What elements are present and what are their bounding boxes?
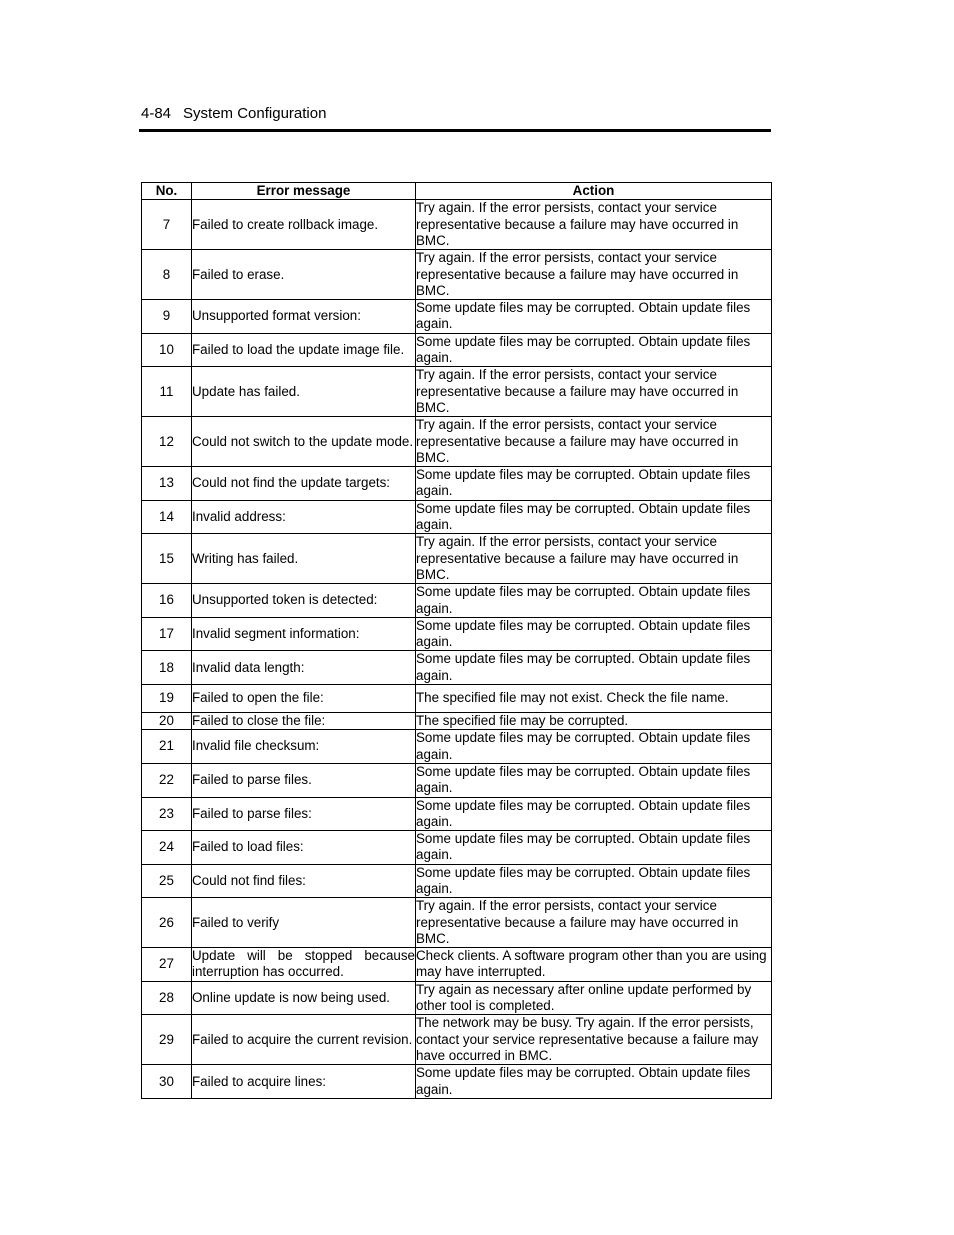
- table-row: [142, 713, 772, 730]
- table-row: [142, 685, 772, 713]
- table-row: [142, 1065, 772, 1099]
- table-row: [142, 831, 772, 865]
- row-number: 22: [142, 763, 192, 797]
- error-message: Update will be stopped because interruption has occurred.: [192, 948, 415, 980]
- action-text: The specified file may not exist. Check the file name.: [416, 685, 772, 713]
- error-message: Update has failed.: [192, 367, 416, 417]
- table-row: [142, 250, 772, 300]
- action-text: Some update files may be corrupted. Obtain update files again.: [416, 831, 772, 865]
- row-number: 25: [142, 864, 192, 898]
- action-text: Some update files may be corrupted. Obtain update files again.: [416, 763, 772, 797]
- row-number: 9: [142, 300, 192, 334]
- error-message: Writing has failed.: [192, 534, 416, 584]
- row-number: 18: [142, 651, 192, 685]
- error-message: Failed to acquire lines:: [192, 1065, 416, 1099]
- error-message: Invalid segment information:: [192, 617, 416, 651]
- table-row: [142, 797, 772, 831]
- page-number: 4-84: [141, 105, 172, 122]
- error-message: Failed to close the file:: [192, 713, 416, 730]
- error-message: Could not find files:: [192, 864, 416, 898]
- table-row: [142, 617, 772, 651]
- error-message: Failed to create rollback image.: [192, 200, 416, 250]
- table-row: [142, 367, 772, 417]
- action-text: Some update files may be corrupted. Obtain update files again.: [416, 651, 772, 685]
- table-row: [142, 534, 772, 584]
- error-message: Invalid data length:: [192, 651, 416, 685]
- action-text: Some update files may be corrupted. Obtain update files again.: [416, 300, 772, 334]
- row-number: 23: [142, 797, 192, 831]
- row-number: 20: [142, 713, 192, 730]
- error-message: Unsupported token is detected:: [192, 584, 416, 618]
- row-number: 16: [142, 584, 192, 618]
- action-text: Try again. If the error persists, contact your service representative because a failure may have occurred in BMC.: [416, 367, 772, 417]
- column-header-action: Action: [416, 183, 772, 200]
- error-message: Failed to load files:: [192, 831, 416, 865]
- row-number: 21: [142, 730, 192, 764]
- action-text: Some update files may be corrupted. Obtain update files again.: [416, 467, 772, 501]
- table-row: [142, 584, 772, 618]
- action-text: Some update files may be corrupted. Obtain update files again.: [416, 1065, 772, 1099]
- table-row: [142, 500, 772, 534]
- row-number: 26: [142, 898, 192, 948]
- error-message: Failed to parse files.: [192, 763, 416, 797]
- error-message: Failed to verify: [192, 898, 416, 948]
- row-number: 8: [142, 250, 192, 300]
- table-row: [142, 651, 772, 685]
- table-row: [142, 763, 772, 797]
- table-row: [142, 864, 772, 898]
- action-text: The specified file may be corrupted.: [416, 713, 772, 730]
- row-number: 17: [142, 617, 192, 651]
- table-row: [142, 417, 772, 467]
- row-number: 7: [142, 200, 192, 250]
- action-text: Try again. If the error persists, contact your service representative because a failure may have occurred in BMC.: [416, 898, 772, 948]
- row-number: 10: [142, 333, 192, 367]
- error-message: Failed to load the update image file.: [192, 333, 416, 367]
- table-row: [142, 200, 772, 250]
- table-header-row: [142, 183, 772, 200]
- action-text: Try again. If the error persists, contact your service representative because a failure may have occurred in BMC.: [416, 250, 772, 300]
- header-rule: [139, 129, 771, 132]
- table-row: [142, 300, 772, 334]
- row-number: 14: [142, 500, 192, 534]
- error-message: Unsupported format version:: [192, 300, 416, 334]
- column-header-no: No.: [142, 183, 192, 200]
- table-row: [142, 898, 772, 948]
- table-row: [142, 1015, 772, 1065]
- row-number: 30: [142, 1065, 192, 1099]
- error-message: Could not switch to the update mode.: [192, 417, 416, 467]
- action-text: Try again. If the error persists, contact your service representative because a failure may have occurred in BMC.: [416, 534, 772, 584]
- table-row: [142, 730, 772, 764]
- error-message: Invalid file checksum:: [192, 730, 416, 764]
- action-text: Try again. If the error persists, contact your service representative because a failure may have occurred in BMC.: [416, 417, 772, 467]
- section-title: System Configuration: [183, 105, 327, 122]
- row-number: 28: [142, 981, 192, 1015]
- row-number: 11: [142, 367, 192, 417]
- action-text: Some update files may be corrupted. Obtain update files again.: [416, 584, 772, 618]
- action-text: Some update files may be corrupted. Obtain update files again.: [416, 333, 772, 367]
- action-text: Some update files may be corrupted. Obtain update files again.: [416, 730, 772, 764]
- column-header-error-message: Error message: [192, 183, 416, 200]
- row-number: 27: [142, 948, 192, 982]
- action-text: Some update files may be corrupted. Obtain update files again.: [416, 500, 772, 534]
- row-number: 24: [142, 831, 192, 865]
- error-table: [141, 182, 772, 1099]
- error-message: Failed to acquire the current revision.: [192, 1015, 416, 1065]
- action-text: Some update files may be corrupted. Obtain update files again.: [416, 864, 772, 898]
- error-message: Invalid address:: [192, 500, 416, 534]
- error-message: Online update is now being used.: [192, 981, 416, 1015]
- action-text: Some update files may be corrupted. Obtain update files again.: [416, 797, 772, 831]
- action-text: Try again. If the error persists, contact your service representative because a failure may have occurred in BMC.: [416, 200, 772, 250]
- table-row: [142, 981, 772, 1015]
- row-number: 29: [142, 1015, 192, 1065]
- error-message: Could not find the update targets:: [192, 467, 416, 501]
- action-text: Try again as necessary after online update performed by other tool is completed.: [416, 981, 772, 1015]
- row-number: 19: [142, 685, 192, 713]
- table-row: [142, 333, 772, 367]
- error-message: Failed to parse files:: [192, 797, 416, 831]
- page-header: [141, 104, 771, 124]
- row-number: 13: [142, 467, 192, 501]
- action-text: Some update files may be corrupted. Obtain update files again.: [416, 617, 772, 651]
- row-number: 12: [142, 417, 192, 467]
- error-message: Failed to open the file:: [192, 685, 416, 713]
- row-number: 15: [142, 534, 192, 584]
- table-row: [142, 467, 772, 501]
- action-text: Check clients. A software program other than you are using may have interrupted.: [416, 948, 772, 982]
- error-message: Failed to erase.: [192, 250, 416, 300]
- action-text: The network may be busy. Try again. If the error persists, contact your service representative because a failure may have occurred in BMC.: [416, 1015, 772, 1065]
- table-row: [142, 948, 772, 982]
